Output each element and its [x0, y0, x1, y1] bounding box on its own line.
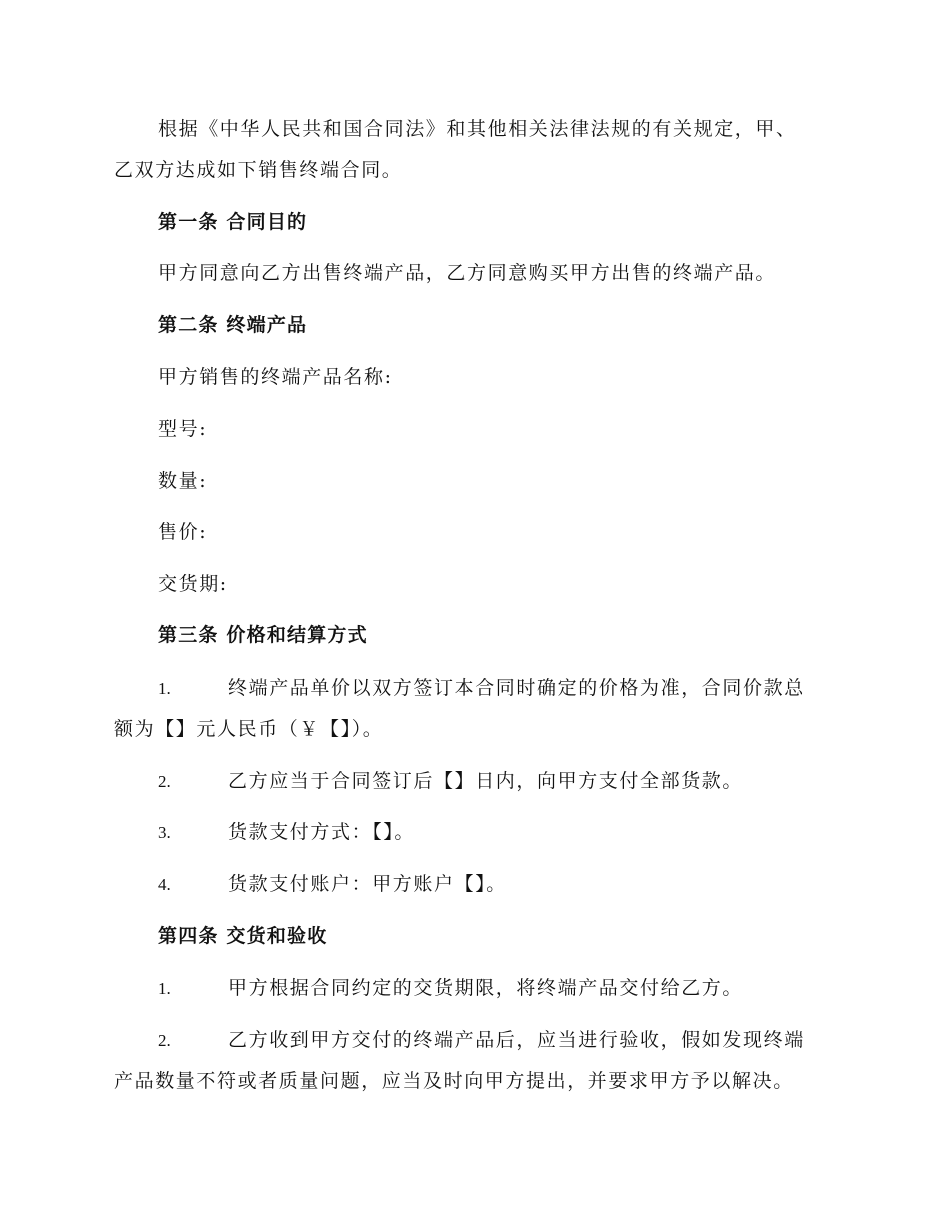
intro-line-2: 乙双方达成如下销售终端合同。: [114, 159, 403, 181]
article-2-heading: 第二条 终端产品: [158, 314, 308, 336]
price-field: 售价:: [158, 521, 208, 543]
article-3-item-1-continued: 额为【】元人民币（￥【】）。: [114, 718, 384, 740]
article-4-heading: 第四条 交货和验收: [158, 925, 328, 947]
article-3-heading: 第三条 价格和结算方式: [158, 624, 368, 646]
article-3-item-4: [158, 871, 507, 898]
item-number: 3.: [158, 823, 171, 842]
article-1-text: 甲方同意向乙方出售终端产品，乙方同意购买甲方出售的终端产品。: [158, 262, 777, 284]
article-3-item-1: [158, 675, 805, 702]
model-field: 型号:: [158, 418, 208, 440]
article-4-item-1: [158, 975, 743, 1002]
item-number: 1.: [158, 679, 171, 698]
quantity-field: 数量:: [158, 470, 208, 492]
item-text: 货款支付方式：【】。: [228, 821, 416, 843]
item-text: 乙方收到甲方交付的终端产品后，应当进行验收，假如发现终端: [228, 1029, 805, 1051]
product-name-field: 甲方销售的终端产品名称:: [158, 366, 393, 388]
item-number: 2.: [158, 1031, 171, 1050]
article-4-item-2-continued: 产品数量不符或者质量问题，应当及时向甲方提出，并要求甲方予以解决。: [114, 1070, 794, 1092]
item-number: 2.: [158, 772, 171, 791]
item-text: 甲方根据合同约定的交货期限，将终端产品交付给乙方。: [228, 977, 744, 999]
item-number: 4.: [158, 875, 171, 894]
intro-line-1: 根据《中华人民共和国合同法》和其他相关法律法规的有关规定，甲、: [158, 118, 797, 140]
delivery-period-field: 交货期:: [158, 573, 228, 595]
item-text: 终端产品单价以双方签订本合同时确定的价格为准，合同价款总: [228, 677, 805, 699]
item-number: 1.: [158, 979, 171, 998]
item-text: 乙方应当于合同签订后【】日内，向甲方支付全部货款。: [228, 770, 744, 792]
article-4-item-2: [158, 1027, 805, 1054]
article-3-item-2: [158, 768, 743, 795]
item-text: 货款支付账户：甲方账户【】。: [228, 873, 507, 895]
article-3-item-3: [158, 819, 415, 846]
article-1-heading: 第一条 合同目的: [158, 211, 308, 233]
